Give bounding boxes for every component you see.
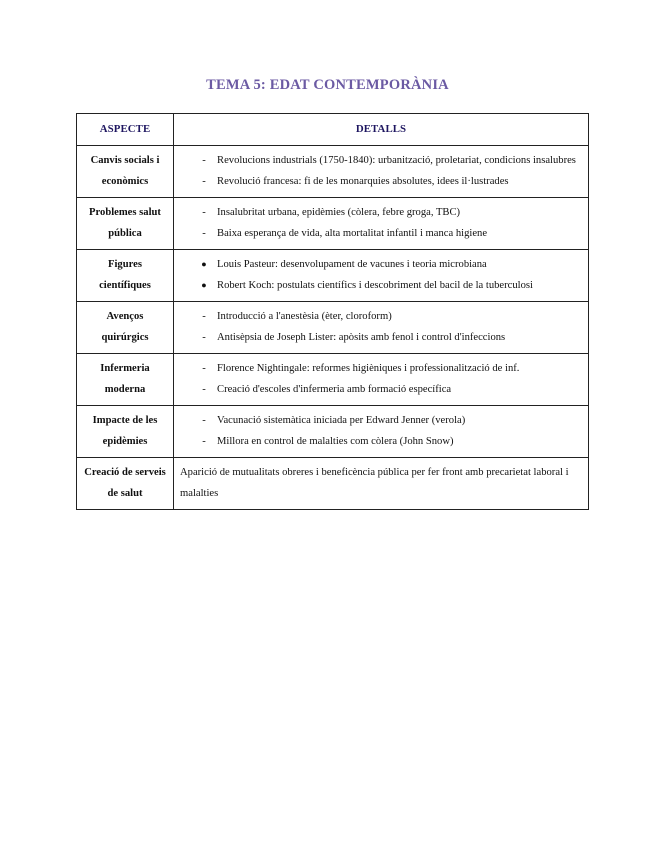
list-item <box>180 223 582 244</box>
aspect-cell: Figures científiques <box>77 250 174 302</box>
list-item <box>180 275 582 296</box>
item-text: Robert Koch: postulats científics i descobriment del bacil de la tuberculosi <box>217 280 533 291</box>
details-list <box>180 202 582 244</box>
dash-marker: - <box>202 436 206 447</box>
aspect-cell: Infermeria moderna <box>77 354 174 406</box>
table-row <box>77 302 589 354</box>
list-item <box>180 306 582 327</box>
details-cell <box>174 198 589 250</box>
details-text: Aparició de mutualitats obreres i beneficència pública per fer front amb precarietat laboral i malalties <box>180 467 569 499</box>
bullet-marker: ● <box>201 259 207 269</box>
dash-marker: - <box>202 415 206 426</box>
item-text: Millora en control de malalties com còlera (John Snow) <box>217 436 454 447</box>
list-item <box>180 254 582 275</box>
table-row <box>77 198 589 250</box>
dash-marker: - <box>202 207 206 218</box>
bullet-marker: ● <box>201 280 207 290</box>
table-row <box>77 406 589 458</box>
list-item <box>180 150 582 171</box>
list-item <box>180 171 582 192</box>
aspect-cell: Avenços quirúrgics <box>77 302 174 354</box>
item-text: Insalubritat urbana, epidèmies (còlera, febre groga, TBC) <box>217 207 461 218</box>
details-cell <box>174 458 589 510</box>
details-cell <box>174 250 589 302</box>
list-item <box>180 410 582 431</box>
dash-marker: - <box>202 176 206 187</box>
document-title: TEMA 5: EDAT CONTEMPORÀNIA <box>206 77 449 93</box>
dash-marker: - <box>202 155 206 166</box>
item-text: Revolucions industrials (1750-1840): urbanització, proletariat, condicions insalubres <box>217 155 576 166</box>
details-list <box>180 150 582 192</box>
aspect-cell: Impacte de les epidèmies <box>77 406 174 458</box>
dash-marker: - <box>202 384 206 395</box>
content-table <box>76 113 589 510</box>
dash-marker: - <box>202 363 206 374</box>
details-cell <box>174 354 589 406</box>
item-text: Florence Nightingale: reformes higièniques i professionalització de inf. <box>217 363 520 374</box>
details-cell <box>174 302 589 354</box>
table-header-row <box>77 114 589 146</box>
item-text: Louis Pasteur: desenvolupament de vacunes i teoria microbiana <box>217 259 487 270</box>
dash-marker: - <box>202 311 206 322</box>
details-list <box>180 306 582 348</box>
aspect-cell: Creació de serveis de salut <box>77 458 174 510</box>
dash-marker: - <box>202 228 206 239</box>
item-text: Baixa esperança de vida, alta mortalitat infantil i manca higiene <box>217 228 488 239</box>
item-text: Revolució francesa: fi de les monarquies absolutes, idees il·lustrades <box>217 176 509 187</box>
details-cell <box>174 146 589 198</box>
list-item <box>180 327 582 348</box>
table-row <box>77 458 589 510</box>
details-list <box>180 254 582 296</box>
table-row <box>77 354 589 406</box>
table-row <box>77 250 589 302</box>
details-list <box>180 410 582 452</box>
aspect-cell: Problemes salut pública <box>77 198 174 250</box>
table-row <box>77 146 589 198</box>
item-text: Creació d'escoles d'infermeria amb formació específica <box>217 384 452 395</box>
dash-marker: - <box>202 332 206 343</box>
item-text: Vacunació sistemàtica iniciada per Edward Jenner (verola) <box>217 415 466 426</box>
details-list <box>180 358 582 400</box>
header-aspect: ASPECTE <box>77 114 174 146</box>
list-item <box>180 431 582 452</box>
item-text: Introducció a l'anestèsia (èter, cloroform) <box>217 311 392 322</box>
details-cell <box>174 406 589 458</box>
list-item <box>180 358 582 379</box>
item-text: Antisèpsia de Joseph Lister: apòsits amb fenol i control d'infeccions <box>217 332 506 343</box>
aspect-cell: Canvis socials i econòmics <box>77 146 174 198</box>
list-item <box>180 202 582 223</box>
list-item <box>180 379 582 400</box>
header-details: DETALLS <box>174 114 589 146</box>
